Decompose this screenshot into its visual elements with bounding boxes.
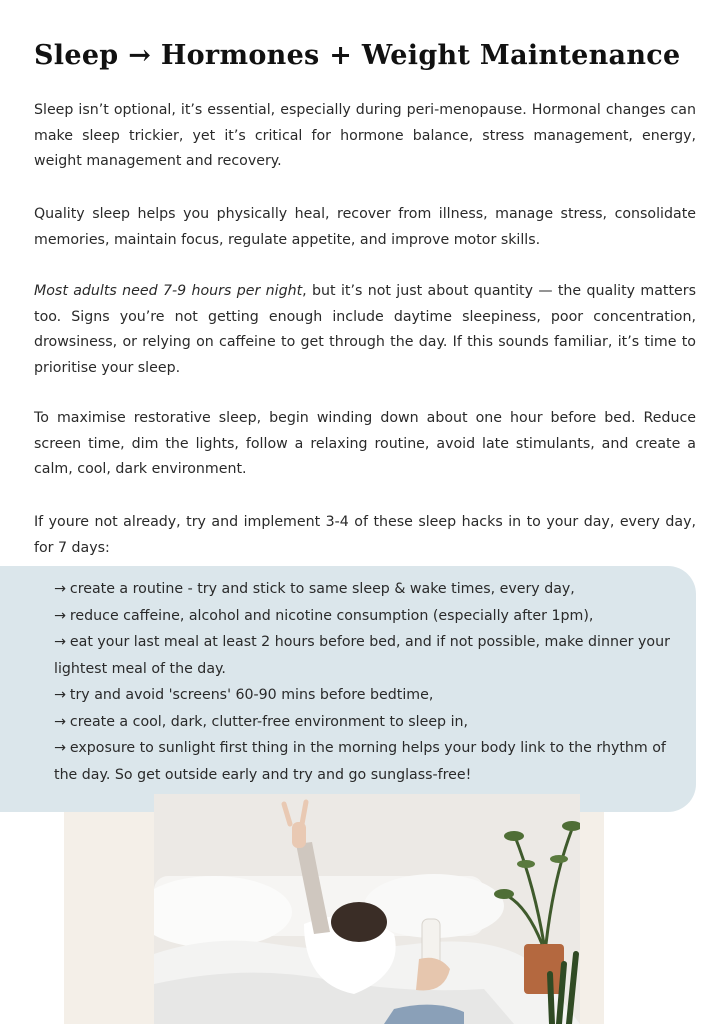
sleep-hours-text: , but it’s not just about quantity — the quality matters too. Signs you’re not getting enough include daytime sleepiness, poor concentration, drowsiness, or relying on caffeine to get through the day. If this sounds familiar, it’s time to prioritise your sleep.: [34, 283, 696, 376]
list-item: [54, 709, 674, 736]
wind-down-paragraph: To maximise restorative sleep, begin winding down about one hour before bed. Reduce screen time, dim the lights, follow a relaxing routine, avoid late stimulants, and create a calm, cool, dark environment.: [34, 410, 696, 477]
list-item-text: create a routine - try and stick to same sleep & wake times, every day,: [69, 581, 575, 597]
list-item-text: reduce caffeine, alcohol and nicotine consumption (especially after 1pm),: [69, 607, 594, 624]
sleep-hacks-intro: If youre not already, try and implement 3-4 of these sleep hacks in to your day, every day, for 7 days:: [34, 514, 696, 556]
arrow-right-icon: →: [54, 634, 66, 650]
page-title: Sleep → Hormones + Weight Maintenance: [34, 40, 681, 71]
list-item-text: eat your last meal at least 2 hours before bed, and if not possible, make dinner your lightest meal of the day.: [54, 634, 670, 677]
bed-photo: [154, 794, 580, 1024]
list-item: [54, 603, 674, 630]
list-item-text: try and avoid 'screens' 60-90 mins before bedtime,: [69, 687, 434, 703]
list-item-text: create a cool, dark, clutter-free environment to sleep in,: [69, 713, 469, 730]
arrow-right-icon: →: [54, 607, 66, 624]
list-item: [54, 735, 674, 788]
arrow-right-icon: →: [54, 581, 66, 597]
arrow-right-icon: →: [54, 713, 66, 730]
list-item: [54, 576, 674, 603]
bed-photo-illustration: [154, 794, 580, 1024]
list-item: [54, 629, 674, 682]
arrow-right-icon: →: [54, 687, 66, 703]
intro-paragraph: Sleep isn’t optional, it’s essential, especially during peri-menopause. Hormonal changes can make sleep trickier, yet it’s critical for hormone balance, stress management, energy, weight management and recovery.: [34, 102, 696, 169]
sleep-hacks-list: [54, 576, 674, 788]
sleep-hours-emphasis: Most adults need 7-9 hours per night: [34, 283, 303, 299]
arrow-right-icon: →: [54, 740, 66, 756]
list-item: [54, 682, 674, 709]
list-item-text: exposure to sunlight first thing in the morning helps your body link to the rhythm of the day. So get outside early and try and go sunglass-free!: [54, 740, 666, 783]
benefits-paragraph: Quality sleep helps you physically heal, recover from illness, manage stress, consolidate memories, maintain focus, regulate appetite, and improve motor skills.: [34, 206, 696, 248]
sleep-hours-paragraph: [34, 279, 696, 381]
